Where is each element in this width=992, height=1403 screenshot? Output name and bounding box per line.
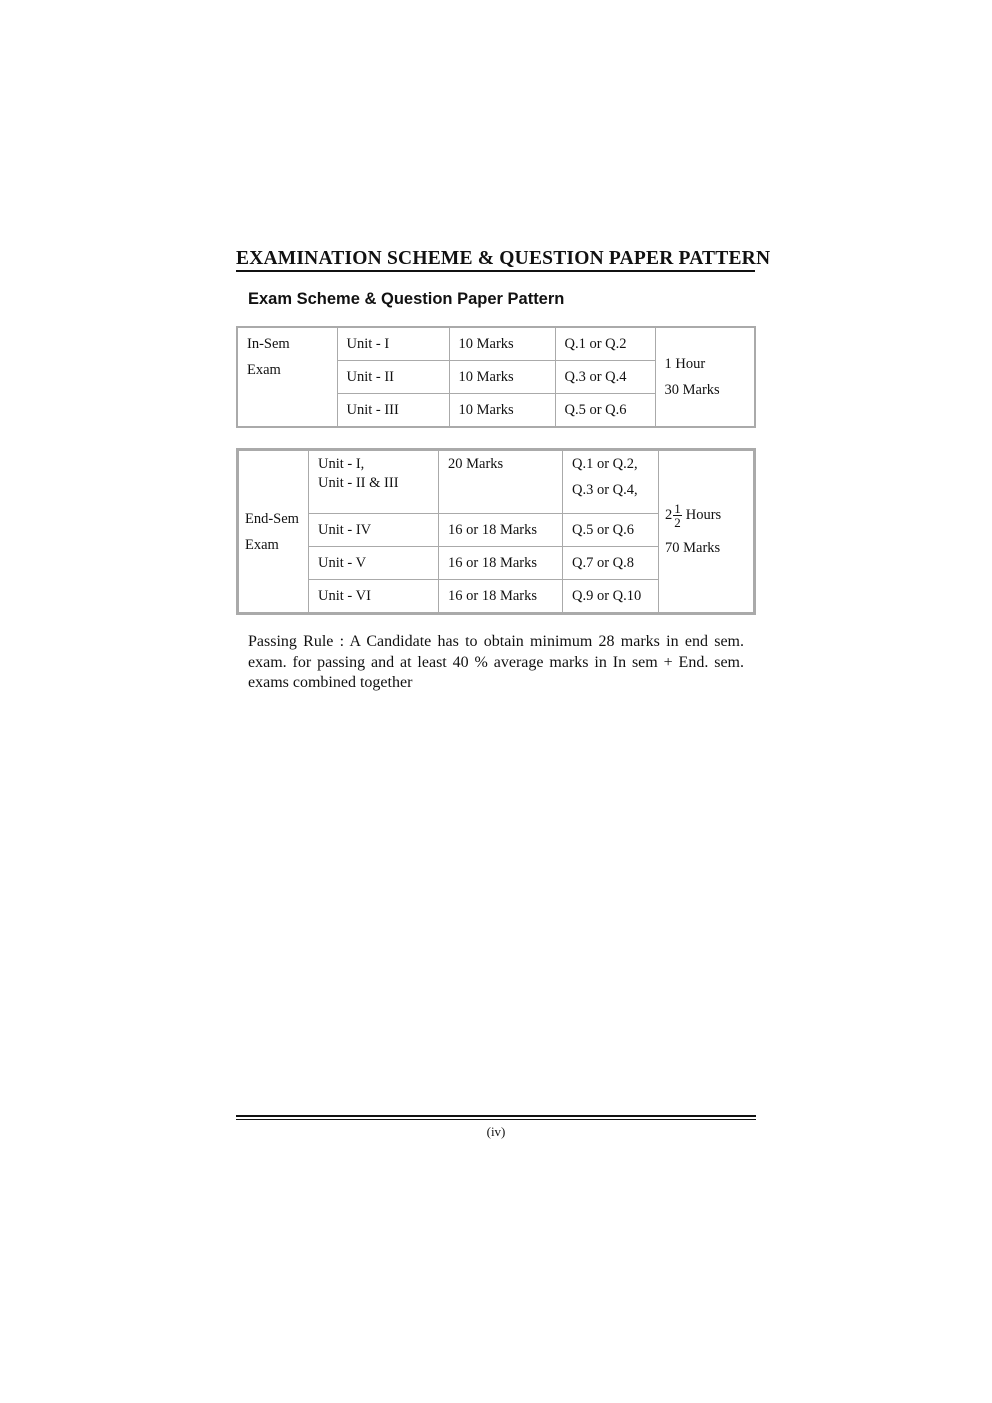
exam-type-line: Exam — [245, 536, 279, 553]
marks-cell: 20 Marks — [439, 450, 563, 514]
end-sem-table — [236, 448, 756, 615]
question-line: Q.1 or Q.2, — [572, 456, 638, 472]
marks-cell: 10 Marks — [449, 361, 555, 394]
marks-cell: 16 or 18 Marks — [439, 547, 563, 580]
duration-unit: Hours — [685, 506, 722, 523]
marks-cell: 10 Marks — [449, 327, 555, 361]
duration-whole: 2 — [665, 506, 673, 523]
unit-cell: Unit - VI — [309, 580, 439, 614]
exam-type-cell — [238, 450, 309, 614]
table-row — [237, 327, 755, 361]
exam-type-line: End-Sem — [245, 510, 299, 527]
unit-cell: Unit - IV — [309, 514, 439, 547]
unit-cell: Unit - II — [337, 361, 449, 394]
total-marks-text: 70 Marks — [665, 540, 721, 557]
fraction-denominator: 2 — [674, 515, 681, 531]
total-marks-text: 30 Marks — [664, 382, 720, 398]
section-title: Exam Scheme & Question Paper Pattern — [248, 290, 565, 308]
passing-rule: Passing Rule : A Candidate has to obtain minimum 28 marks in end sem. exam. for passing and at least 40 % average marks in In sem + End. sem. exams combined together — [248, 633, 744, 691]
footer-divider — [236, 1119, 756, 1120]
duration-fraction — [673, 502, 682, 529]
unit-cell: Unit - I — [337, 327, 449, 361]
exam-type-line: Exam — [247, 362, 281, 378]
duration-cell — [659, 450, 755, 614]
questions-cell: Q.7 or Q.8 — [563, 547, 659, 580]
marks-cell: 10 Marks — [449, 394, 555, 428]
unit-cell — [309, 450, 439, 514]
page-heading: EXAMINATION SCHEME & QUESTION PAPER PATTERN — [236, 248, 755, 272]
unit-line: Unit - II & III — [318, 475, 399, 491]
duration-cell — [655, 327, 755, 427]
questions-cell: Q.1 or Q.2 — [555, 327, 655, 361]
questions-cell: Q.3 or Q.4 — [555, 361, 655, 394]
exam-type-line: In-Sem — [247, 336, 290, 352]
questions-cell: Q.9 or Q.10 — [563, 580, 659, 614]
unit-line: Unit - I, — [318, 456, 365, 472]
exam-type-cell — [237, 327, 337, 427]
marks-cell: 16 or 18 Marks — [439, 514, 563, 547]
table-row — [238, 450, 755, 514]
page-number: (iv) — [486, 1124, 506, 1139]
unit-cell: Unit - V — [309, 547, 439, 580]
duration-text: 1 Hour — [664, 356, 706, 372]
questions-cell: Q.5 or Q.6 — [563, 514, 659, 547]
in-sem-table — [236, 326, 756, 428]
marks-cell: 16 or 18 Marks — [439, 580, 563, 614]
footer-divider — [236, 1115, 756, 1117]
unit-cell: Unit - III — [337, 394, 449, 428]
questions-cell — [563, 450, 659, 514]
questions-cell: Q.5 or Q.6 — [555, 394, 655, 428]
question-line: Q.3 or Q.4, — [572, 482, 638, 498]
duration-text — [665, 502, 753, 529]
fraction-numerator: 1 — [674, 501, 681, 517]
